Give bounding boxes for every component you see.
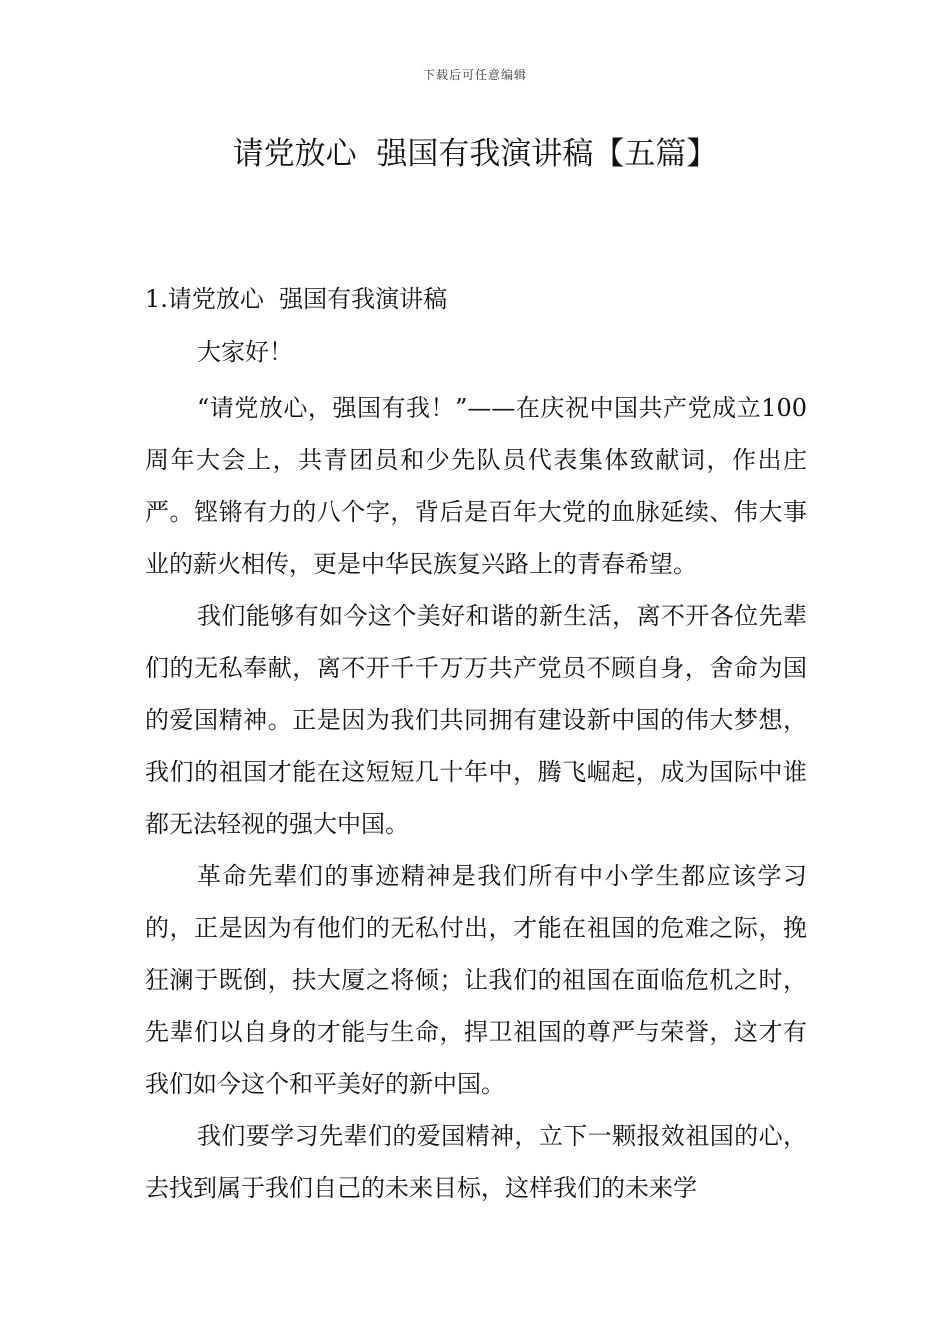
document-title: 请党放心 强国有我演讲稿【五篇】 xyxy=(232,136,718,172)
paragraph: “请党放心，强国有我！”——在庆祝中国共产党成立100周年大会上，共青团员和少先队员代表集体致献词，作出庄严。铿锵有力的八个字，背后是百年大党的血脉延续、伟大事业的薪火相传，更是中华民族复兴路上的青春希望。 xyxy=(145,394,807,578)
greeting-line: 大家好！ xyxy=(197,338,293,366)
paragraph: 我们要学习先辈们的爱国精神，立下一颗报效祖国的心，去找到属于我们自己的未来目标，这样我们的未来学 xyxy=(145,1122,807,1202)
paragraph: 革命先辈们的事迹精神是我们所有中小学生都应该学习的，正是因为有他们的无私付出，才能在祖国的危难之际，挽狂澜于既倒，扶大厦之将倾；让我们的祖国在面临危机之时，先辈们以自身的才能与生命，捍卫祖国的尊严与荣誉，这才有我们如今这个和平美好的新中国。 xyxy=(145,862,807,1098)
document-body xyxy=(145,279,807,1214)
section-heading: 1.请党放心 强国有我演讲稿 xyxy=(145,285,448,313)
paragraph: 我们能够有如今这个美好和谐的新生活，离不开各位先辈们的无私奉献，离不开千千万万共产党员不顾自身，舍命为国的爱国精神。正是因为我们共同拥有建设新中国的伟大梦想，我们的祖国才能在这短短几十年中，腾飞崛起，成为国际中谁都无法轻视的强大中国。 xyxy=(145,602,807,838)
header-note: 下载后可任意编辑 xyxy=(422,68,527,82)
